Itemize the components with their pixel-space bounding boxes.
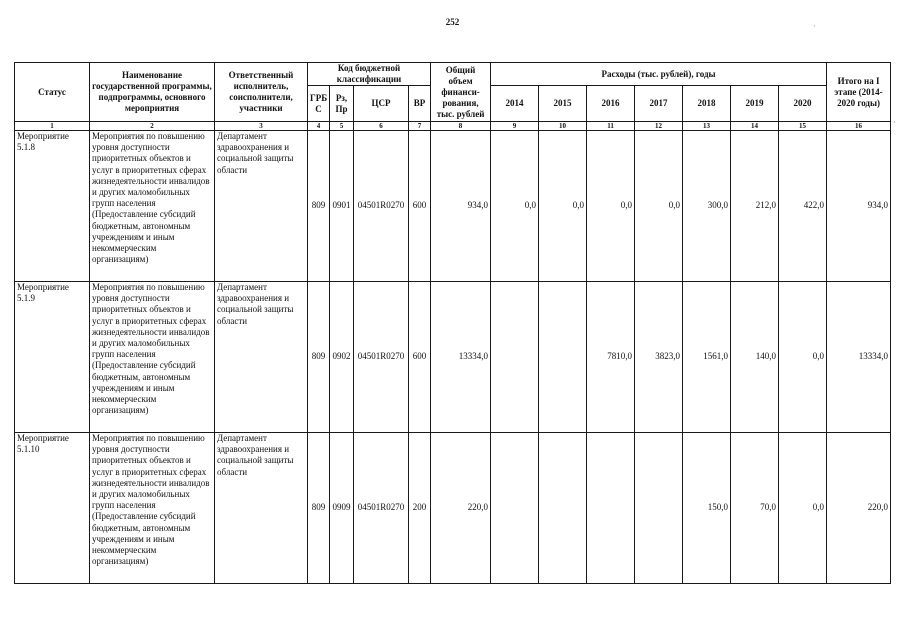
cell-year-value [491, 433, 539, 584]
header-year: 2017 [635, 86, 683, 122]
header-vr: ВР [409, 86, 431, 122]
cell-status: Мероприятие 5.1.9 [15, 282, 90, 433]
cell-total: 13334,0 [431, 282, 491, 433]
cell-year-value [587, 433, 635, 584]
cell-year-value: 0,0 [779, 433, 827, 584]
cell-executor: Департамент здравоохранения и социальной защиты области [215, 433, 308, 584]
cell-name: Мероприятия по повышению уровня доступности приоритетных объектов и услуг в приоритетных сферах жизнедеятельности инвалидов и других маломобильных групп населения (Предоставление субсидий бюджетным, автономным учреждениям и иным некоммерческим организациям) [90, 131, 215, 282]
scan-speck: · [893, 118, 896, 127]
cell-year-value: 70,0 [731, 433, 779, 584]
header-executor: Ответственный исполнитель, соисполнители, участники [215, 63, 308, 122]
header-grbs: ГРБ С [308, 86, 330, 122]
column-number: 2 [90, 122, 215, 131]
cell-rzpr: 0909 [330, 433, 354, 584]
cell-total: 220,0 [431, 433, 491, 584]
cell-year-value: 7810,0 [587, 282, 635, 433]
cell-grbs: 809 [308, 282, 330, 433]
header-rzpr: Рз, Пр [330, 86, 354, 122]
column-number-row [15, 122, 891, 131]
cell-year-value: 422,0 [779, 131, 827, 282]
cell-year-value: 3823,0 [635, 282, 683, 433]
cell-status: Мероприятие 5.1.8 [15, 131, 90, 282]
column-number: 15 [779, 122, 827, 131]
column-number: 5 [330, 122, 354, 131]
cell-name: Мероприятия по повышению уровня доступности приоритетных объектов и услуг в приоритетных сферах жизнедеятельности инвалидов и других маломобильных групп населения (Предоставление субсидий бюджетным, автономным учреждениям и иным некоммерческим организациям) [90, 282, 215, 433]
header-expenses: Расходы (тыс. рублей), годы [491, 63, 827, 86]
column-number: 6 [354, 122, 409, 131]
column-number: 12 [635, 122, 683, 131]
cell-year-value: 150,0 [683, 433, 731, 584]
cell-year-value: 0,0 [587, 131, 635, 282]
header-status: Статус [15, 63, 90, 122]
header-year: 2020 [779, 86, 827, 122]
table-row [15, 131, 891, 282]
column-number: 8 [431, 122, 491, 131]
column-number: 3 [215, 122, 308, 131]
cell-grbs: 809 [308, 433, 330, 584]
cell-stage-total: 220,0 [827, 433, 891, 584]
header-name: Наименование государственной программы, подпрограммы, основного мероприятия [90, 63, 215, 122]
cell-year-value: 0,0 [635, 131, 683, 282]
header-row-top [15, 63, 891, 86]
cell-year-value [635, 433, 683, 584]
cell-year-value: 300,0 [683, 131, 731, 282]
cell-year-value [539, 433, 587, 584]
cell-total: 934,0 [431, 131, 491, 282]
column-number: 9 [491, 122, 539, 131]
cell-stage-total: 934,0 [827, 131, 891, 282]
column-number: 1 [15, 122, 90, 131]
cell-vr: 600 [409, 282, 431, 433]
cell-grbs: 809 [308, 131, 330, 282]
column-number: 16 [827, 122, 891, 131]
header-csr: ЦСР [354, 86, 409, 122]
column-number: 10 [539, 122, 587, 131]
header-total-volume: Общий объем финанси-рования, тыс. рублей [431, 63, 491, 122]
cell-name: Мероприятия по повышению уровня доступности приоритетных объектов и услуг в приоритетных сферах жизнедеятельности инвалидов и других маломобильных групп населения (Предоставление субсидий бюджетным, автономным учреждениям и иным некоммерческим организациям) [90, 433, 215, 584]
scan-speck: · [813, 22, 816, 31]
cell-year-value: 212,0 [731, 131, 779, 282]
page-number: 252 [445, 17, 460, 27]
cell-year-value: 0,0 [539, 131, 587, 282]
cell-year-value: 0,0 [491, 131, 539, 282]
cell-csr: 04501R0270 [354, 282, 409, 433]
cell-rzpr: 0902 [330, 282, 354, 433]
column-number: 7 [409, 122, 431, 131]
cell-stage-total: 13334,0 [827, 282, 891, 433]
cell-status: Мероприятие 5.1.10 [15, 433, 90, 584]
column-number: 13 [683, 122, 731, 131]
header-year: 2019 [731, 86, 779, 122]
cell-rzpr: 0901 [330, 131, 354, 282]
column-number: 14 [731, 122, 779, 131]
cell-year-value [539, 282, 587, 433]
cell-executor: Департамент здравоохранения и социальной защиты области [215, 282, 308, 433]
header-stage-total: Итого на I этапе (2014-2020 годы) [827, 63, 891, 122]
cell-executor: Департамент здравоохранения и социальной защиты области [215, 131, 308, 282]
budget-table [14, 62, 891, 584]
cell-vr: 200 [409, 433, 431, 584]
cell-vr: 600 [409, 131, 431, 282]
column-number: 4 [308, 122, 330, 131]
cell-year-value [491, 282, 539, 433]
header-year: 2015 [539, 86, 587, 122]
column-number: 11 [587, 122, 635, 131]
cell-year-value: 140,0 [731, 282, 779, 433]
header-year: 2018 [683, 86, 731, 122]
table-row [15, 433, 891, 584]
header-year: 2014 [491, 86, 539, 122]
cell-csr: 04501R0270 [354, 131, 409, 282]
cell-year-value: 0,0 [779, 282, 827, 433]
cell-csr: 04501R0270 [354, 433, 409, 584]
header-year: 2016 [587, 86, 635, 122]
header-budget-code: Код бюджетной классификации [308, 63, 431, 86]
table-row [15, 282, 891, 433]
cell-year-value: 1561,0 [683, 282, 731, 433]
